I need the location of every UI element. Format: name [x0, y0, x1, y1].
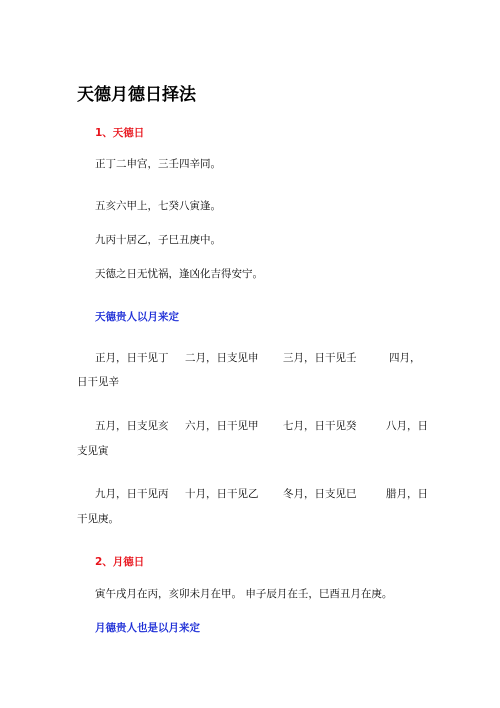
section-heading-yuede: 2、月德日: [95, 556, 145, 568]
month-entry: 三月，日干见壬: [283, 352, 357, 364]
month-entry: 正月，日干见丁: [95, 352, 169, 364]
page-title: 天德月德日择法: [77, 85, 196, 105]
month-entry: 冬月，日支见巳: [283, 488, 357, 500]
month-entry: 二月，日支见申: [185, 352, 259, 364]
month-entry: 四月，: [389, 352, 421, 364]
verse-line: 天德之日无忧祸，逢凶化吉得安宁。: [95, 268, 263, 280]
month-entry: 腊月，日: [386, 488, 428, 500]
month-entry: 八月，日: [386, 420, 428, 432]
section-heading-tiande: 1、天德日: [95, 127, 145, 139]
month-entry: 九月，日干见丙: [95, 488, 169, 500]
verse-line: 五亥六甲上，七癸八寅逢。: [95, 200, 221, 212]
month-entry: 七月，日干见癸: [283, 420, 357, 432]
month-entry-wrap: 干见庚。: [77, 513, 119, 525]
month-entry: 六月，日干见甲: [185, 420, 259, 432]
month-entry-wrap: 支见寅: [77, 445, 109, 457]
month-entry: 十月，日干见乙: [185, 488, 259, 500]
verse-line: 正丁二申宫，三壬四辛同。: [95, 158, 221, 170]
tiande-subheading: 天德贵人以月来定: [95, 311, 179, 323]
yuede-line: 寅午戌月在丙，亥卯未月在甲。 申子辰月在壬，巳酉丑月在庚。: [95, 588, 393, 600]
verse-line: 九丙十居乙，子巳丑庚中。: [95, 234, 221, 246]
month-entry: 五月，日支见亥: [95, 420, 169, 432]
yuede-subheading: 月德贵人也是以月来定: [95, 622, 200, 634]
month-entry-wrap: 日干见辛: [77, 376, 119, 388]
